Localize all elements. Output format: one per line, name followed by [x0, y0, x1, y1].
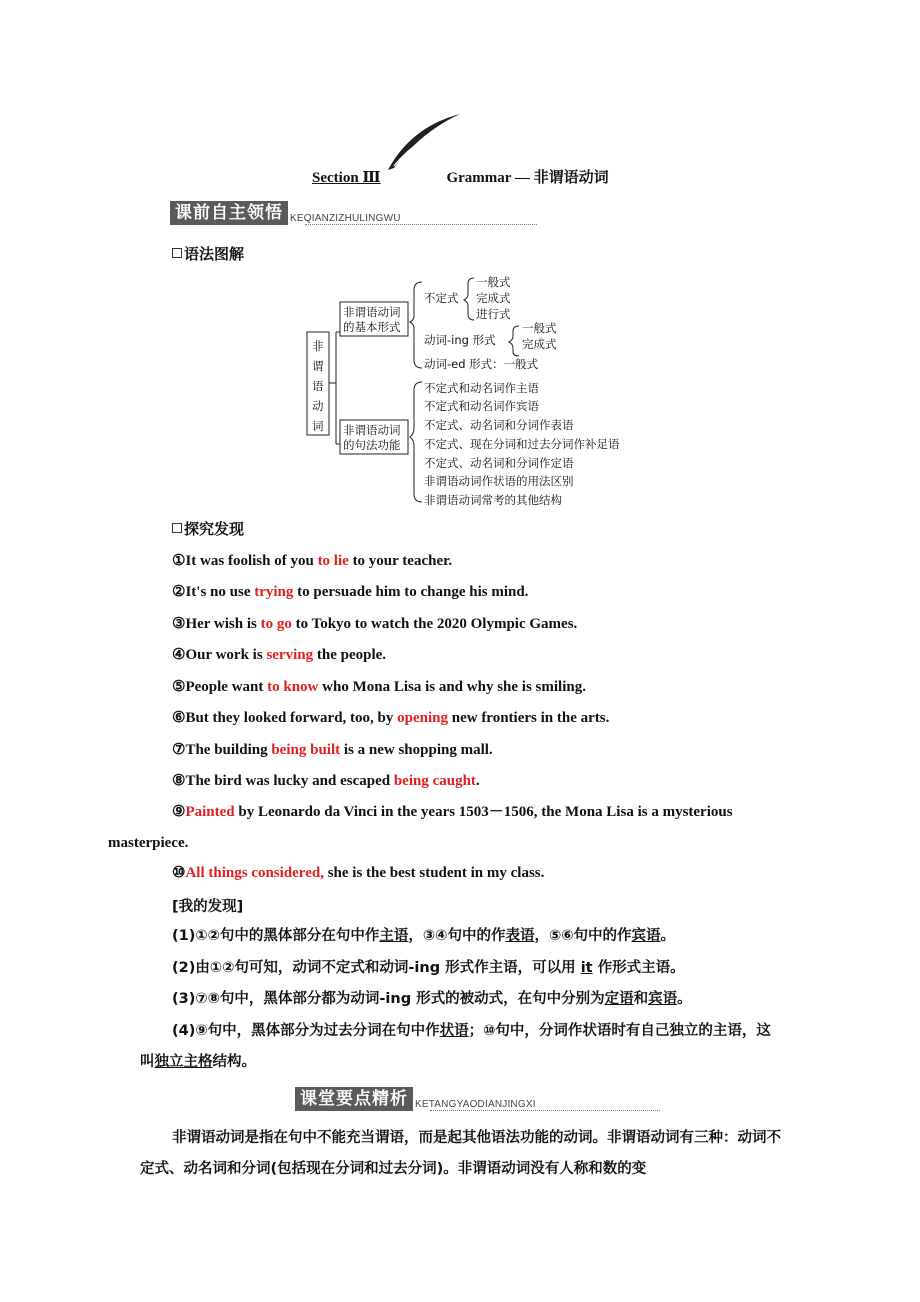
- example-sentence: ①It was foolish of you to lie to your teacher.: [172, 553, 453, 569]
- example-sentence: ⑤People want to know who Mona Lisa is and why she is smiling.: [172, 679, 586, 695]
- example-sentence: ③Her wish is to go to Tokyo to watch the 2020 Olympic Games.: [172, 616, 578, 632]
- function-item: 不定式、动名词和分词作定语: [424, 456, 574, 470]
- discovery-point: (4)⑨句中，黑体部分为过去分词在句中作状语；⑩句中，分词作状语时有自己独立的主语，这叫独立主格结构。: [140, 1023, 771, 1070]
- function-item: 非谓语动词作状语的用法区别: [424, 474, 574, 488]
- ing-form: 一般式: [522, 321, 557, 335]
- function-item: 不定式、现在分词和过去分词作补足语: [424, 437, 620, 451]
- infinitive-form: 进行式: [476, 307, 511, 321]
- banner-analysis: [295, 1087, 536, 1111]
- example-sentence: ④Our work is serving the people.: [172, 647, 387, 663]
- intro-paragraph: 非谓语动词是指在句中不能充当谓语，而是起其他语法功能的动词。非谓语动词有三种：动词不定式、动名词和分词(包括现在分词和过去分词)。非谓语动词没有人称和数的变: [140, 1130, 781, 1177]
- banner-analysis-pinyin: KETANGYAODIANJINGXI: [415, 1098, 536, 1110]
- banner-preview-text: 课前自主领悟: [170, 201, 288, 225]
- page-title: [312, 166, 609, 187]
- root-char: 动: [312, 399, 324, 413]
- branch-forms-line: 非谓语动词: [343, 305, 401, 319]
- ing-label: 动词-ing 形式: [424, 333, 496, 347]
- swoosh-icon: [384, 110, 464, 172]
- square-icon: [172, 523, 182, 533]
- root-char: 词: [312, 419, 324, 433]
- grammar-topic: Grammar — 非谓语动词: [446, 170, 609, 186]
- banner-preview-pinyin: KEQIANZIZHULINGWU: [290, 212, 401, 224]
- discovery-heading: [我的发现]: [172, 899, 244, 915]
- branch-functions-line: 的句法功能: [343, 438, 401, 452]
- ed-label: 动词-ed 形式：一般式: [424, 357, 539, 371]
- infinitive-form: 完成式: [476, 291, 511, 305]
- example-sentence: ⑨Painted by Leonardo da Vinci in the years 1503－1506, the Mona Lisa is a mysterious masterpiece.: [108, 804, 733, 851]
- discovery-point: (1)①②句中的黑体部分在句中作主语，③④句中的作表语，⑤⑥句中的作宾语。: [172, 928, 676, 944]
- section-number: Section Ⅲ: [312, 170, 381, 186]
- root-char: 非: [312, 339, 324, 353]
- root-char: 语: [312, 379, 324, 393]
- function-item: 非谓语动词常考的其他结构: [424, 493, 562, 507]
- square-icon: [172, 248, 182, 258]
- ing-form: 完成式: [522, 337, 557, 351]
- infinitive-label: 不定式: [424, 291, 459, 305]
- function-item: 不定式和动名词作宾语: [424, 399, 539, 413]
- example-sentence: ②It's no use trying to persuade him to change his mind.: [172, 584, 529, 600]
- function-item: 不定式、动名词和分词作表语: [424, 418, 574, 432]
- example-sentence: ⑥But they looked forward, too, by opening new frontiers in the arts.: [172, 710, 610, 726]
- discovery-point: (3)⑦⑧句中，黑体部分都为动词-ing 形式的被动式，在句中分别为定语和宾语。: [172, 991, 692, 1007]
- divider: [305, 224, 537, 225]
- example-sentence: ⑧The bird was lucky and escaped being caught.: [172, 773, 480, 789]
- grammar-diagram: [300, 268, 660, 513]
- section-label-diagram: 语法图解: [172, 243, 244, 264]
- banner-analysis-text: 课堂要点精析: [295, 1087, 413, 1111]
- example-sentence: ⑩All things considered, she is the best student in my class.: [172, 865, 545, 881]
- root-char: 谓: [312, 359, 324, 373]
- infinitive-form: 一般式: [476, 275, 511, 289]
- example-sentence: ⑦The building being built is a new shopping mall.: [172, 742, 493, 758]
- banner-preview: [170, 201, 401, 225]
- divider: [430, 1110, 660, 1111]
- section-label-explore: 探究发现: [172, 518, 244, 539]
- discovery-point: (2)由①②句可知，动词不定式和动词-ing 形式作主语，可以用 it 作形式主语。: [172, 960, 685, 976]
- function-item: 不定式和动名词作主语: [424, 381, 539, 395]
- branch-forms-line: 的基本形式: [343, 320, 401, 334]
- branch-functions-line: 非谓语动词: [343, 423, 401, 437]
